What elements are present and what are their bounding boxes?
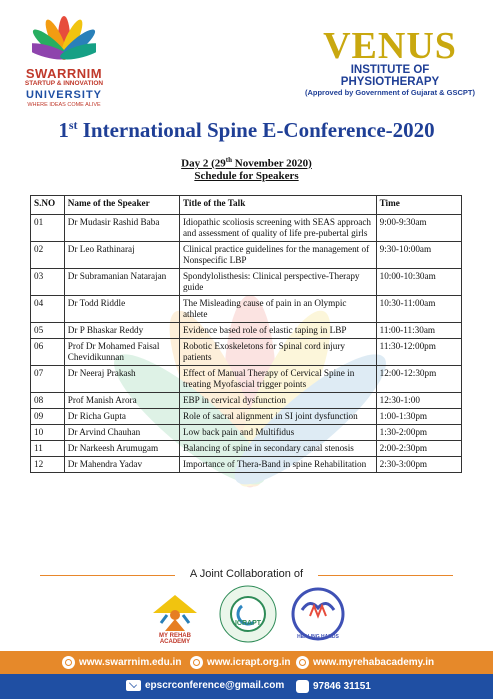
healing-hands-logo (288, 586, 348, 644)
cell-sno: 11 (31, 441, 65, 457)
icrapt-logo (218, 582, 278, 646)
cell-talk-title: Robotic Exoskeletons for Spinal cord injury patients (179, 339, 376, 366)
cell-time: 2:30-3:00pm (376, 457, 461, 473)
cell-sno: 12 (31, 457, 65, 473)
table-row (31, 457, 462, 473)
phone-icon (296, 680, 309, 693)
globe-icon (190, 656, 203, 669)
cell-talk-title: Balancing of spine in secondary canal stenosis (179, 441, 376, 457)
cell-sno: 05 (31, 323, 65, 339)
cell-time: 9:00-9:30am (376, 215, 461, 242)
cell-speaker: Prof Dr Mohamed Faisal Chevidikunnan (64, 339, 179, 366)
cell-sno: 10 (31, 425, 65, 441)
logo-subname: STARTUP & INNOVATION (24, 80, 104, 87)
cell-time: 11:00-11:30am (376, 323, 461, 339)
cell-talk-title: Idiopathic scoliosis screening with SEAS approach and assessment of quality of life pre-pubertal girls (179, 215, 376, 242)
cell-talk-title: EBP in cervical dysfunction (179, 393, 376, 409)
globe-icon (296, 656, 309, 669)
website-link-swarrnim[interactable]: www.swarrnim.edu.in (62, 656, 181, 669)
table-row (31, 269, 462, 296)
page-title: 1st International Spine E-Conference-2020 (58, 118, 435, 142)
table-row (31, 323, 462, 339)
cell-speaker: Dr P Bhaskar Reddy (64, 323, 179, 339)
logo-name: SWARRNIM (25, 66, 103, 81)
cell-talk-title: Low back pain and Multifidus (179, 425, 376, 441)
myrehab-logo (145, 585, 205, 645)
cell-talk-title: Clinical practice guidelines for the management of Nonspecific LBP (179, 242, 376, 269)
table-row (31, 409, 462, 425)
table-row (31, 242, 462, 269)
website-link-icrapt[interactable]: www.icrapt.org.in (190, 656, 291, 669)
cell-sno: 06 (31, 339, 65, 366)
cell-time: 1:30-2:00pm (376, 425, 461, 441)
cell-talk-title: Importance of Thera-Band in spine Rehabilitation (179, 457, 376, 473)
cell-time: 12:30-1:00 (376, 393, 461, 409)
schedule-subtitle: Schedule for Speakers (194, 170, 299, 182)
table-row (31, 366, 462, 393)
cell-talk-title: Effect of Manual Therapy of Cervical Spine in treating Myofascial trigger points (179, 366, 376, 393)
cell-speaker: Dr Todd Riddle (64, 296, 179, 323)
phone-link[interactable]: 97846 31151 (296, 680, 371, 693)
globe-icon (62, 656, 75, 669)
swarrnim-logo (14, 8, 114, 108)
icrapt-label: ICRAPT (234, 620, 262, 627)
cell-sno: 02 (31, 242, 65, 269)
mail-icon (126, 680, 141, 691)
cell-sno: 07 (31, 366, 65, 393)
footer-websites-bar (0, 651, 493, 674)
venus-title: VENUS (323, 25, 457, 67)
cell-sno: 01 (31, 215, 65, 242)
venus-subtitle: INSTITUTE OF PHYSIOTHERAPY (340, 64, 440, 88)
table-row (31, 339, 462, 366)
cell-time: 2:00-2:30pm (376, 441, 461, 457)
schedule-table (30, 195, 462, 473)
healing-hands-label: HEALING HANDS (297, 634, 339, 640)
venus-logo (300, 25, 480, 97)
cell-time: 9:30-10:00am (376, 242, 461, 269)
cell-speaker: Dr Leo Rathinaraj (64, 242, 179, 269)
header-time: Time (376, 196, 461, 215)
venus-approval: (Approved by Government of Gujarat & GSCPT) (304, 88, 476, 97)
cell-talk-title: Evidence based role of elastic taping in LBP (179, 323, 376, 339)
table-header-row (31, 196, 462, 215)
cell-talk-title: Spondylolisthesis: Clinical perspective-Therapy guide (179, 269, 376, 296)
cell-time: 10:30-11:00am (376, 296, 461, 323)
cell-speaker: Dr Subramanian Natarajan (64, 269, 179, 296)
cell-speaker: Dr Mahendra Yadav (64, 457, 179, 473)
website-link-myrehab[interactable]: www.myrehabacademy.in (296, 656, 434, 669)
cell-time: 10:00-10:30am (376, 269, 461, 296)
cell-speaker: Dr Mudasir Rashid Baba (64, 215, 179, 242)
myrehab-label: MY REHAB ACADEMY (159, 633, 191, 645)
lotus-icon (32, 8, 96, 64)
cell-speaker: Dr Narkeesh Arumugam (64, 441, 179, 457)
email-link[interactable]: epscrconference@gmail.com (126, 680, 284, 691)
table-row (31, 296, 462, 323)
icrapt-icon (218, 582, 278, 646)
cell-speaker: Prof Manish Arora (64, 393, 179, 409)
cell-time: 11:30-12:00pm (376, 339, 461, 366)
cell-time: 12:00-12:30pm (376, 366, 461, 393)
day-heading: Day 2 (29th November 2020) (181, 156, 312, 170)
cell-speaker: Dr Richa Gupta (64, 409, 179, 425)
cell-sno: 08 (31, 393, 65, 409)
cell-talk-title: The Misleading cause of pain in an Olympic athlete (179, 296, 376, 323)
cell-speaker: Dr Neeraj Prakash (64, 366, 179, 393)
table-row (31, 215, 462, 242)
header-speaker: Name of the Speaker (64, 196, 179, 215)
header-sno: S.NO (31, 196, 65, 215)
table-row (31, 425, 462, 441)
footer-contact-bar (0, 674, 493, 699)
table-row (31, 441, 462, 457)
logo-university: UNIVERSITY (25, 89, 102, 101)
logo-tagline: WHERE IDEAS COME ALIVE (27, 102, 101, 108)
cell-talk-title: Role of sacral alignment in SI joint dysfunction (179, 409, 376, 425)
cell-sno: 03 (31, 269, 65, 296)
cell-speaker: Dr Arvind Chauhan (64, 425, 179, 441)
table-row (31, 393, 462, 409)
header-title: Title of the Talk (179, 196, 376, 215)
cell-time: 1:00-1:30pm (376, 409, 461, 425)
cell-sno: 04 (31, 296, 65, 323)
cell-sno: 09 (31, 409, 65, 425)
collaboration-label: A Joint Collaboration of (189, 568, 304, 580)
